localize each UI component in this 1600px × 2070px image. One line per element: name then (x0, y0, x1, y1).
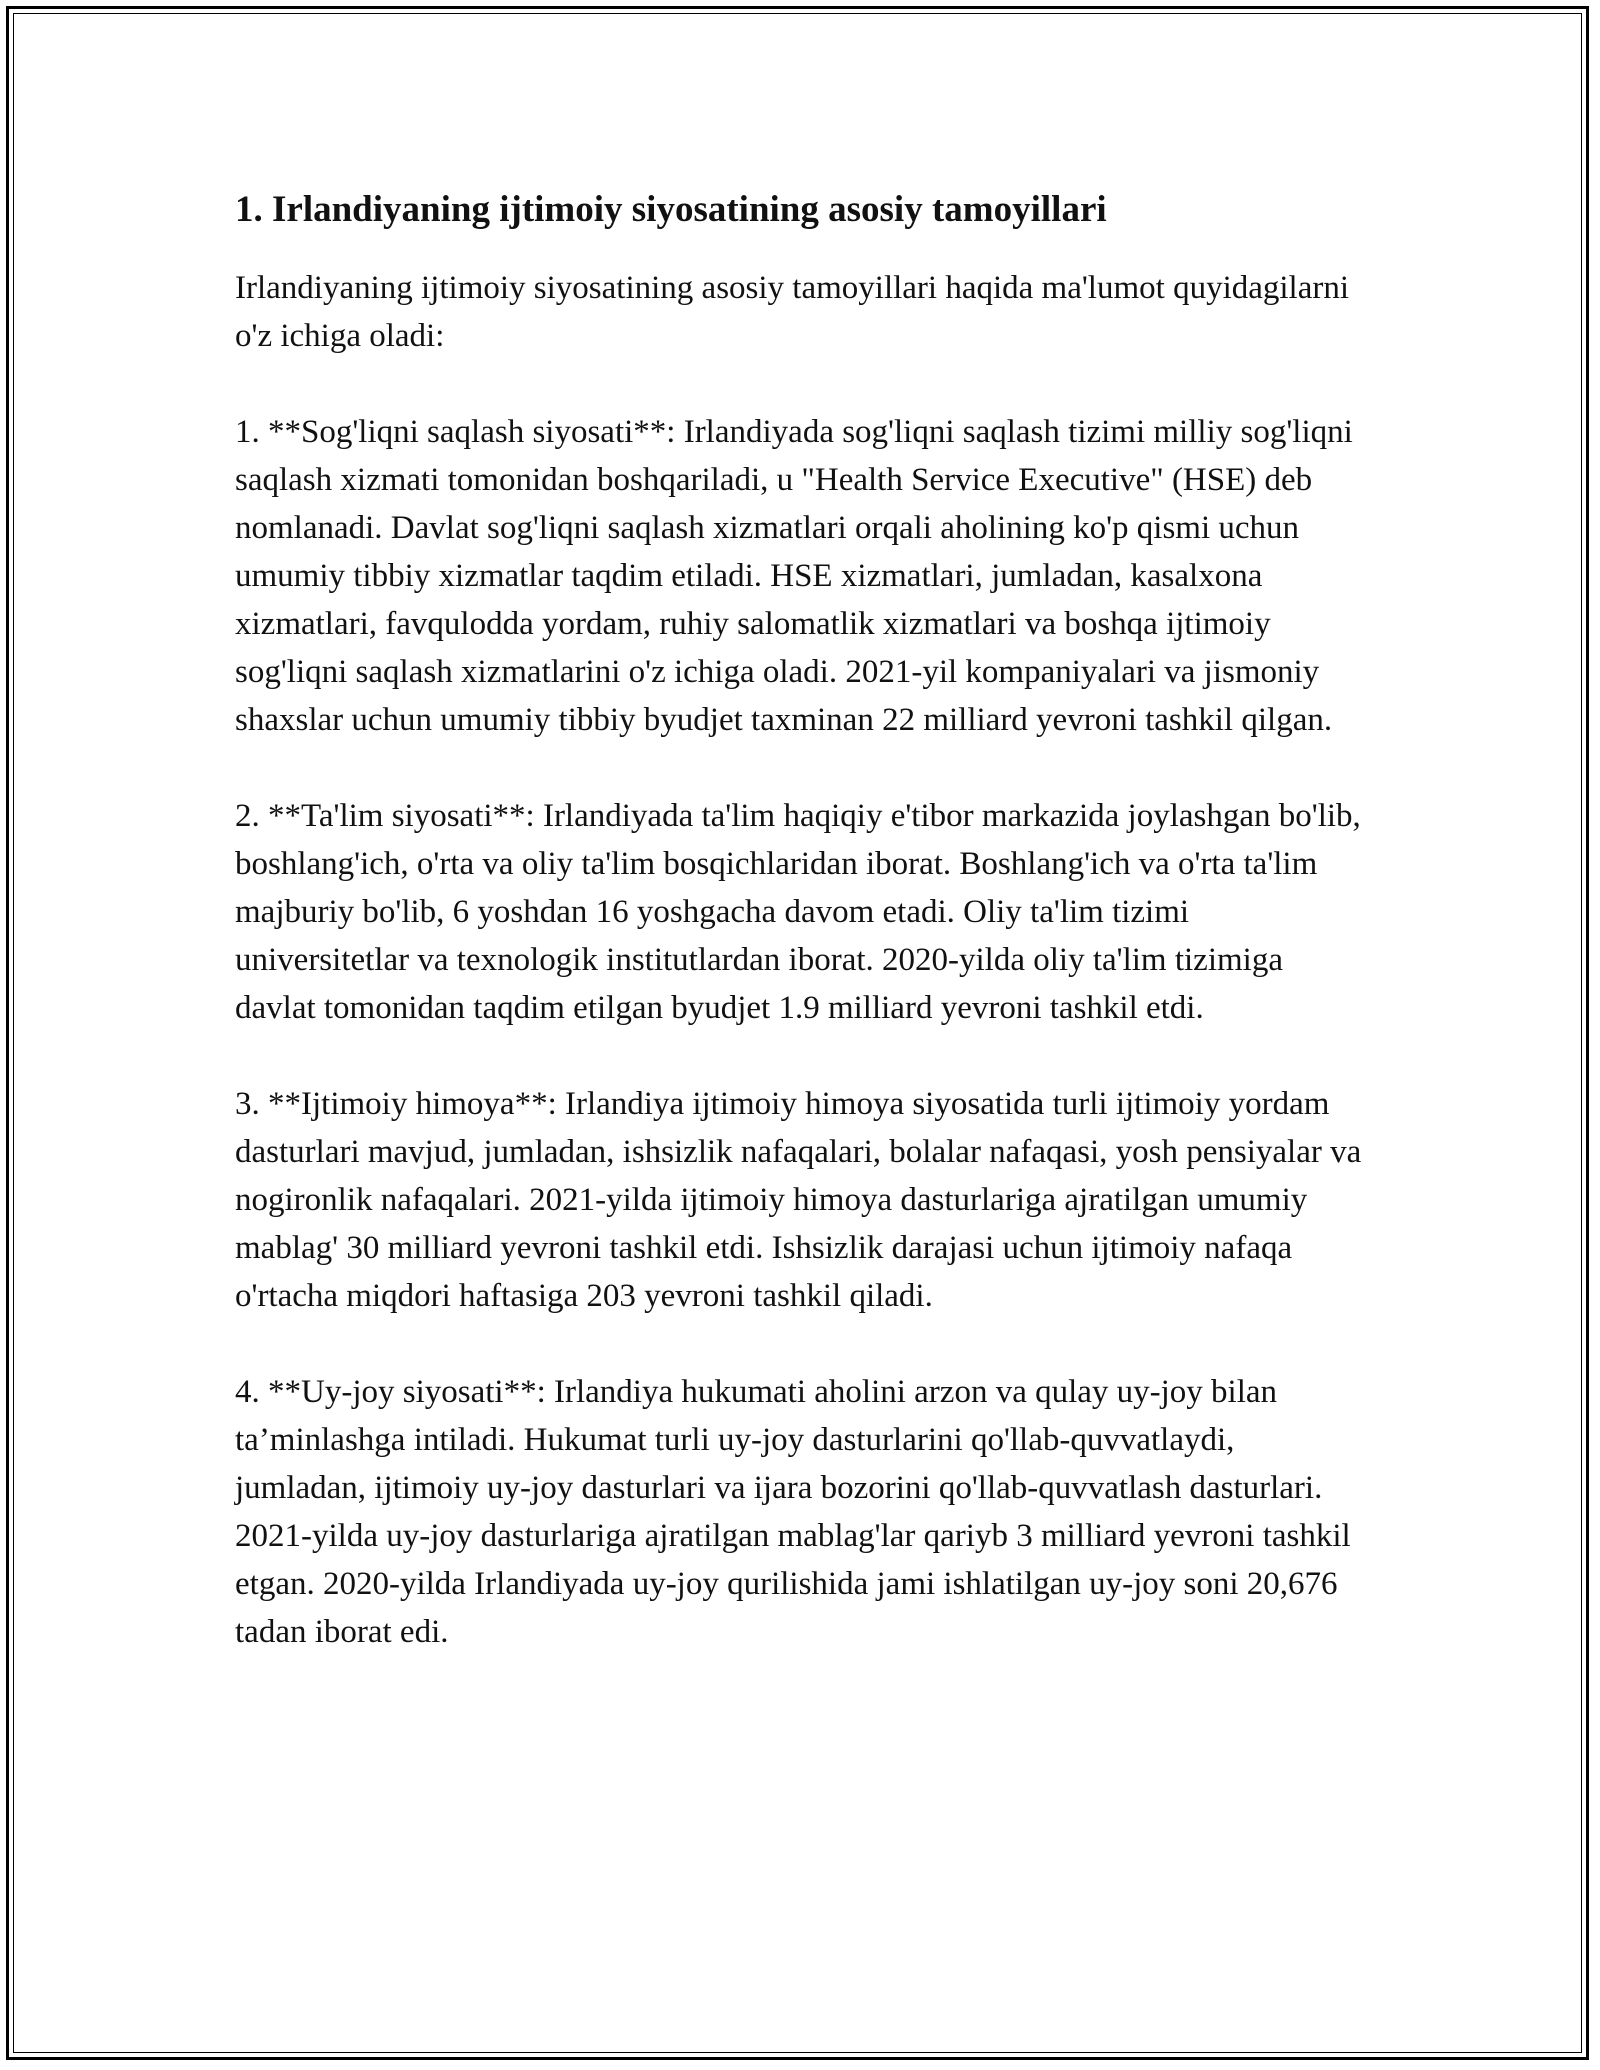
section-housing: 4. **Uy-joy siyosati**: Irlandiya hukumati aholini arzon va qulay uy-joy bilan ta’minlashga intiladi. Hukumat turli uy-joy dasturlarini qo'llab-quvvatlaydi, jumladan, ijtimoiy uy-joy dasturlari va ijara bozorini qo'llab-quvvatlash dasturlari. 2021-yilda uy-joy dasturlariga ajratilgan mablag'lar qariyb 3 milliard yevroni tashkil etgan. 2020-yilda Irlandiyada uy-joy qurilishida jami ishlatilgan uy-joy soni 20,676 tadan iborat edi. (235, 1374, 1351, 1650)
section-education: 2. **Ta'lim siyosati**: Irlandiyada ta'lim haqiqiy e'tibor markazida joylashgan bo'lib, boshlang'ich, o'rta va oliy ta'lim bosqichlaridan iborat. Boshlang'ich va o'rta ta'lim majburiy bo'lib, 6 yoshdan 16 yoshgacha davom etadi. Oliy ta'lim tizimi universitetlar va texnologik institutlardan iborat. 2020-yilda oliy ta'lim tizimiga davlat tomonidan taqdim etilgan byudjet 1.9 milliard yevroni tashkil etdi. (235, 798, 1361, 1026)
section-social-protection: 3. **Ijtimoiy himoya**: Irlandiya ijtimoiy himoya siyosatida turli ijtimoiy yordam dasturlari mavjud, jumladan, ishsizlik nafaqalari, bolalar nafaqasi, yosh pensiyalar va nogironlik nafaqalari. 2021-yilda ijtimoiy himoya dasturlariga ajratilgan umumiy mablag' 30 milliard yevroni tashkil etdi. Ishsizlik darajasi uchun ijtimoiy nafaqa o'rtacha miqdori haftasiga 203 yevroni tashkil qiladi. (235, 1086, 1362, 1314)
document-body (235, 186, 1365, 1704)
document-title: 1. Irlandiyaning ijtimoiy siyosatining asosiy tamoyillari (235, 189, 1107, 230)
intro-paragraph: Irlandiyaning ijtimoiy siyosatining asosiy tamoyillari haqida ma'lumot quyidagilarni o'z ichiga oladi: (235, 270, 1350, 354)
section-healthcare: 1. **Sog'liqni saqlash siyosati**: Irlandiyada sog'liqni saqlash tizimi milliy sog'liqni saqlash xizmati tomonidan boshqariladi, u "Health Service Executive" (HSE) deb nomlanadi. Davlat sog'liqni saqlash xizmatlari orqali aholining ko'p qismi uchun umumiy tibbiy xizmatlar taqdim etiladi. HSE xizmatlari, jumladan, kasalxona xizmatlari, favqulodda yordam, ruhiy salomatlik xizmatlari va boshqa ijtimoiy sog'liqni saqlash xizmatlarini o'z ichiga oladi. 2021-yil kompaniyalari va jismoniy shaxslar uchun umumiy tibbiy byudjet taxminan 22 milliard yevroni tashkil qilgan. (235, 414, 1353, 738)
